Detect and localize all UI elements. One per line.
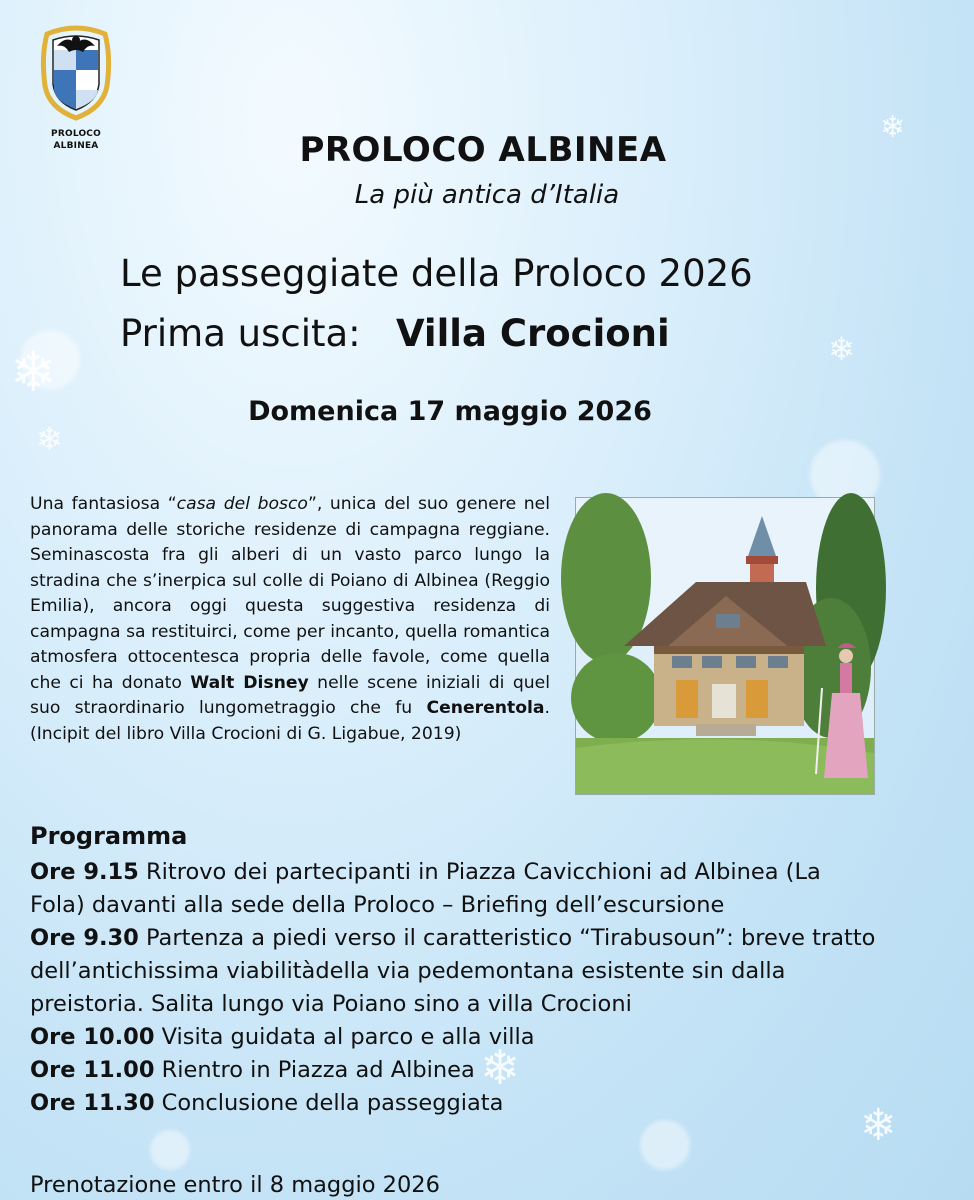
program-time: Ore 10.00 (30, 1024, 155, 1050)
villa-crocioni-photo (575, 497, 875, 795)
program-text: Rientro in Piazza ad Albinea (154, 1057, 475, 1083)
description-text: . (Incipit del libro Villa Crocioni di G. Ligabue, 2019) (30, 698, 550, 744)
organization-subtitle: La più antica d’Italia (354, 180, 620, 210)
logo-text-line2: ALBINEA (53, 141, 99, 151)
program-list (30, 856, 880, 1120)
description-bold: Walt Disney (190, 672, 309, 693)
booking-deadline: Prenotazione entro il 8 maggio 2026 (30, 1172, 440, 1198)
program-item (30, 856, 880, 922)
first-outing-place: Villa Crocioni (395, 312, 670, 355)
description-italic: casa del bosco (176, 494, 308, 514)
program-item (30, 1021, 880, 1054)
program-item (30, 1087, 880, 1120)
bokeh-light (640, 1120, 690, 1170)
description-paragraph (30, 492, 550, 747)
description-text: ”, unica del suo genere nel panorama delle storiche residenze di campagna reggiane. Seminascosta fra gli alberi di un vasto parco lungo la stradina che s’inerpica sul colle di Poiano di Albinea (Reggio Emilia), ancora oggi questa suggestiva residenza di campagna sa restituirci, come per incanto, quella romantica atmosfera ottocentesca propria delle favole, come quella che ci ha donato (30, 494, 550, 693)
program-item (30, 1054, 880, 1087)
walk-series-title: Le passeggiate della Proloco 2026 (120, 252, 753, 295)
first-outing-line (120, 312, 670, 355)
program-text: Ritrovo dei partecipanti in Piazza Cavicchioni ad Albinea (La Fola) davanti alla sede della Proloco – Briefing dell’escursione (30, 859, 821, 918)
program-time: Ore 11.00 (30, 1057, 155, 1083)
coat-of-arms-icon (37, 26, 115, 122)
program-time: Ore 11.30 (30, 1090, 155, 1116)
snowflake-icon: ❄ (480, 1040, 521, 1096)
program-text: Visita guidata al parco e alla villa (154, 1024, 535, 1050)
event-date: Domenica 17 maggio 2026 (248, 396, 652, 427)
snowflake-icon: ❄ (880, 110, 906, 145)
logo-text-line1: PROLOCO (51, 129, 101, 139)
organization-title: PROLOCO ALBINEA (299, 130, 667, 170)
snowflake-icon: ❄ (36, 420, 63, 458)
program-time: Ore 9.30 (30, 925, 139, 951)
snowflake-icon: ❄ (10, 340, 57, 405)
description-bold: Cenerentola (426, 698, 545, 718)
first-outing-label: Prima uscita: (120, 312, 361, 355)
program-heading: Programma (30, 822, 188, 850)
snowflake-icon: ❄ (860, 1100, 897, 1151)
bokeh-light (150, 1130, 190, 1170)
program-time: Ore 9.15 (30, 859, 139, 885)
description-text: nelle scene iniziali di quel suo straordinario lungometraggio che fu (30, 672, 550, 718)
description-text: Una fantasiosa “ (30, 494, 177, 514)
snowflake-icon: ❄ (828, 330, 855, 368)
program-item (30, 922, 880, 1021)
program-text: Partenza a piedi verso il caratteristico “Tirabusoun”: breve tratto dell’antichissima viabilitàdella via pedemontana esistente sin dalla preistoria. Salita lungo via Poiano sino a villa Crocioni (30, 925, 876, 1017)
program-text: Conclusione della passeggiata (154, 1090, 504, 1116)
